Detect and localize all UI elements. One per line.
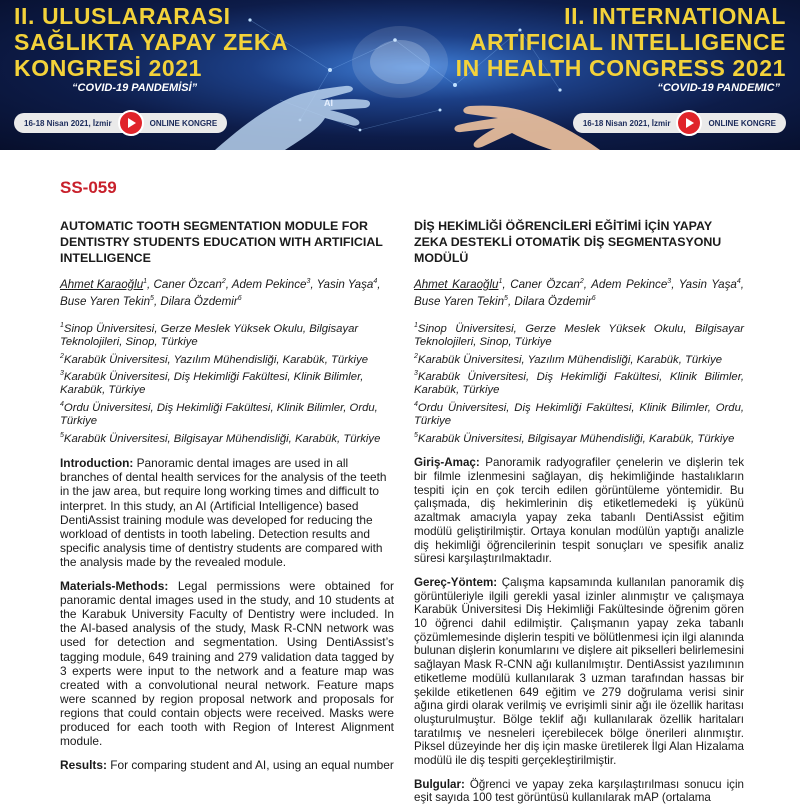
affiliation-sup: 5 <box>60 431 64 439</box>
abstract-paragraph <box>414 456 744 566</box>
author-name: Adem Pekince <box>231 277 307 291</box>
section-label: Bulgular: <box>414 777 465 791</box>
abstract-code: SS-059 <box>60 178 117 197</box>
affiliation-text: Karabük Üniversitesi, Bilgisayar Mühendisliği, Karabük, Türkiye <box>417 432 735 445</box>
author-sep: , <box>671 277 679 291</box>
section-text: Legal permissions were obtained for panoramic dental images used in the study, and 10 students at the Karabuk University Faculty of Dentistry were included. In the AI-based analysis of the study, Mask R-CNN network was used for detection and segmentation. Using DentiAssist’s tagging module, 649 training and 279 validation data tagged by 3 experts were input to the network and a feature map was created with a convolutional neural network. Feature maps were scanned by region proposal network and proposals for regions that could contain objects were received. Masks were produced for each tooth with Region of Interest Alignment module. <box>60 579 394 749</box>
affiliation-sup: 3 <box>60 370 64 378</box>
author-sep: , <box>147 277 154 291</box>
affiliation-sup: 1 <box>60 321 64 329</box>
turkish-title: DİŞ HEKİMLİĞİ ÖĞRENCİLERİ EĞİTİMİ İÇİN YAPAY ZEKA DESTEKLİ OTOMATİK DİŞ SEGMENTASYONU MODÜLÜ <box>414 219 722 265</box>
author-sep: , <box>502 277 511 291</box>
online-label: ONLINE KONGRE <box>708 118 776 128</box>
author-sup: 4 <box>736 278 741 285</box>
author-name: Ahmet Karaoğlu <box>414 277 499 291</box>
ai-label: AI <box>324 98 333 108</box>
english-title: AUTOMATIC TOOTH SEGMENTATION MODULE FOR DENTISTRY STUDENTS EDUCATION WITH ARTIFICIAL INTELLIGENCE <box>60 219 383 265</box>
affiliation-text: Karabük Üniversitesi, Yazılım Mühendisliği, Karabük, Türkiye <box>63 353 369 366</box>
abstract-paragraph <box>60 456 394 569</box>
play-icon <box>676 110 702 136</box>
turkish-affiliations <box>414 319 744 447</box>
affiliation-text: Karabük Üniversitesi, Yazılım Mühendisliği, Karabük, Türkiye <box>417 353 723 366</box>
english-sections <box>60 456 394 772</box>
turkish-sections <box>414 456 744 805</box>
congress-banner <box>0 0 800 150</box>
abstract-paragraph <box>414 576 744 768</box>
event-info-bar-en <box>573 113 786 133</box>
author-sup: 2 <box>221 278 226 285</box>
affiliation <box>414 350 744 367</box>
author-sup: 5 <box>504 294 508 302</box>
section-text: Panoramic dental images are used in all branches of dental health services for the analysis of the teeth in the jaw area, but require long working times and difficult to interpret. In this study, an AI (Artificial Intelligence) based DentiAssist training module was developed for reducing the workload of dentists in tooth labeling. Detection results and specific analysis time of dentistry students are compared with the analysis made by the revealed module. <box>60 456 387 569</box>
event-date: 16-18 Nisan 2021, İzmir <box>582 118 671 128</box>
banner-title-tr-line: SAĞLIKTA YAPAY ZEKA <box>14 29 289 55</box>
author-sup: 3 <box>667 278 672 285</box>
banner-title-en-line: IN HEALTH CONGRESS 2021 <box>455 55 786 81</box>
affiliation-sup: 2 <box>60 352 64 360</box>
section-label: Gereç-Yöntem: <box>414 575 498 589</box>
affiliation-sup: 4 <box>60 400 64 408</box>
affiliation <box>414 429 744 446</box>
affiliation-sup: 5 <box>414 431 418 439</box>
affiliation-text: Ordu Üniversitesi, Diş Hekimliği Fakültesi, Klinik Bilimler, Ordu, Türkiye <box>60 401 378 428</box>
author-sep: , <box>377 277 381 291</box>
author-sep: , <box>225 277 232 291</box>
banner-subtitle-en: “COVID-19 PANDEMIC” <box>657 82 780 94</box>
section-text: Çalışma kapsamında kullanılan panoramik diş görüntüleriyle ilgili gerekli yasal izinler alınmıştır ve çalışmaya Karabük Üniversitesi Diş Hekimliği Fakültesinde öğrenim gören 10 öğrenci dahil edilmiştir. Çalışmanın yapay zeka tabanlı çözümlemesinde dişlerin tespiti ve bölütlenmesi için ilgi alanında bulunan dişlerin konumlarını ve dişlere ait pikselleri belirlemesini sağlayan Mask R-CNN ağı kullanılmıştır. DentiAssist yazılımının etiketleme modülü kullanılarak 3 uzman tarafından hassas bir şekilde etiketlenen 649 eğitim ve 279 doğrulama verisi sinir ağına girdi olarak verilmiş ve evrişimli sinir ağı ile özellik haritası oluşturulmuştur. Bölge teklif ağı kullanılarak özellik haritaları taratılmış ve nesneleri içerebilecek bölge önerileri alınmıştır. Piksel düzeyinde her diş için maske üretilerek İlgi Alan Hizalama modülü ile diş tespiti gerçekleştirilmiştir. <box>414 575 744 768</box>
section-text: For comparing student and AI, using an equal number <box>106 758 394 773</box>
author-name: Yasin Yaşa <box>678 277 737 291</box>
author-sep: , <box>740 277 745 291</box>
author-name: Caner Özcan <box>153 277 222 291</box>
author-sep: , <box>310 277 317 291</box>
affiliation <box>414 367 744 398</box>
banner-title-en-line: II. INTERNATIONAL <box>564 3 786 29</box>
event-info-bar-tr <box>14 113 227 133</box>
abstract-paragraph <box>60 579 394 748</box>
affiliation <box>60 429 394 446</box>
banner-title-en <box>456 3 786 81</box>
author-name: Dilara Özdemir <box>160 294 238 308</box>
author-sup: 3 <box>306 278 311 285</box>
online-label: ONLINE KONGRE <box>149 118 218 128</box>
turkish-authors <box>414 275 744 309</box>
section-label: Introduction: <box>60 456 134 471</box>
affiliation <box>60 319 394 350</box>
author-name: Buse Yaren Tekin <box>60 294 151 308</box>
author-sep: , <box>153 294 161 308</box>
affiliation <box>60 398 394 429</box>
banner-subtitle-tr: “COVID-19 PANDEMİSİ” <box>72 82 198 94</box>
author-sep: , <box>583 277 592 291</box>
banner-title-tr <box>14 3 288 81</box>
affiliation-sup: 3 <box>414 370 418 378</box>
affiliation <box>414 398 744 429</box>
english-column <box>60 218 394 772</box>
affiliation-text: Karabük Üniversitesi, Diş Hekimliği Fakültesi, Klinik Bilimler, Karabük, Türkiye <box>60 370 364 397</box>
author-sup: 6 <box>237 294 242 302</box>
banner-title-en-line: ARTIFICIAL INTELLIGENCE <box>469 29 786 55</box>
affiliation <box>414 319 744 350</box>
author-sup: 1 <box>143 278 148 285</box>
affiliation <box>60 367 394 398</box>
abstract-paragraph <box>60 758 394 772</box>
author-sup: 5 <box>150 294 154 302</box>
affiliation <box>60 350 394 367</box>
author-name: Ahmet Karaoğlu <box>60 277 144 291</box>
english-authors <box>60 275 394 309</box>
affiliation-text: Sinop Üniversitesi, Gerze Meslek Yüksek Okulu, Bilgisayar Teknolojileri, Sinop, Türkiye <box>414 322 744 349</box>
author-name: Dilara Özdemir <box>514 294 592 308</box>
author-name: Adem Pekince <box>591 277 668 291</box>
author-sup: 1 <box>498 278 503 285</box>
section-label: Results: <box>60 758 107 773</box>
english-affiliations <box>60 319 394 447</box>
affiliation-sup: 2 <box>414 352 418 360</box>
banner-title-tr-line: KONGRESİ 2021 <box>14 55 203 81</box>
author-sup: 6 <box>591 294 596 302</box>
author-sup: 4 <box>373 278 378 285</box>
section-text: Panoramik radyografiler çenelerin ve dişlerin tek bir filmle izlenmesini sağlayan, diş hekimliğinde hastalıkların tespiti için en çok tercih edilen görüntüleme yöntemidir. Bu çalışmada, diş hekimlerinin diş etiketlemedeki iş yükünü azaltmak amacıyla yapay zeka tabanlı DentiAssist eğitim modülü geliştirilmiştir. Ortaya konulan modülün yaptığı analizle diş hekimliği öğrencilerinin tespit sonuçları ve spesifik analiz süresi karşılaştırılmaktadır. <box>414 456 744 566</box>
section-text: Öğrenci ve yapay zeka karşılaştırılması sonucu için eşit sayıda 100 test görüntüsü kullanılarak mAP (ortalama <box>414 777 744 805</box>
affiliation-text: Karabük Üniversitesi, Diş Hekimliği Fakültesi, Klinik Bilimler, Karabük, Türkiye <box>414 370 744 397</box>
affiliation-text: Karabük Üniversitesi, Bilgisayar Mühendisliği, Karabük, Türkiye <box>63 432 381 445</box>
affiliation-sup: 4 <box>414 400 418 408</box>
section-label: Giriş-Amaç: <box>414 456 480 470</box>
play-icon <box>118 110 144 136</box>
author-name: Caner Özcan <box>510 277 580 291</box>
author-name: Yasin Yaşa <box>316 277 374 291</box>
turkish-column <box>414 218 744 805</box>
author-sep: , <box>507 294 515 308</box>
affiliation-text: Ordu Üniversitesi, Diş Hekimliği Fakültesi, Klinik Bilimler, Ordu, Türkiye <box>414 401 744 428</box>
event-date: 16-18 Nisan 2021, İzmir <box>24 118 112 128</box>
affiliation-text: Sinop Üniversitesi, Gerze Meslek Yüksek Okulu, Bilgisayar Teknolojileri, Sinop, Türkiye <box>60 322 359 349</box>
author-name: Buse Yaren Tekin <box>414 294 505 308</box>
banner-title-tr-line: II. ULUSLARARASI <box>14 3 231 29</box>
section-label: Materials-Methods: <box>60 579 169 594</box>
author-sup: 2 <box>579 278 584 285</box>
affiliation-sup: 1 <box>414 321 418 329</box>
abstract-paragraph <box>414 778 744 805</box>
